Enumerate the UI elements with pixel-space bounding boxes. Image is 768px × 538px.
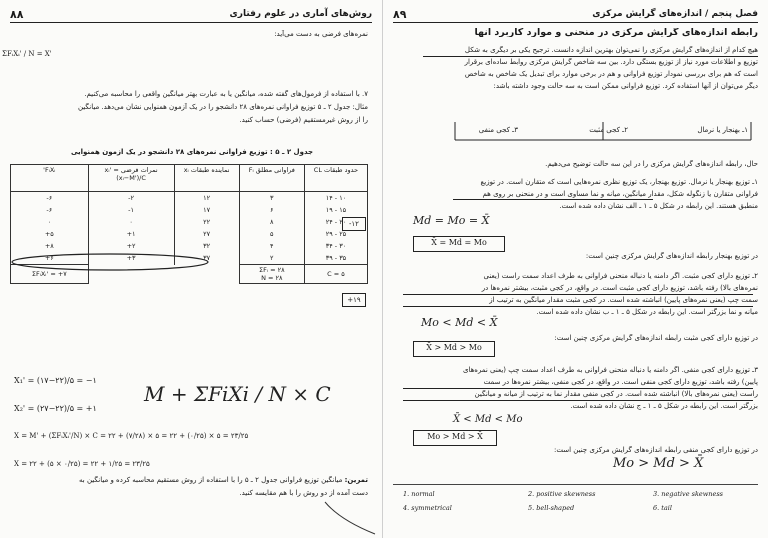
footnote-3: 3. negative skewness <box>653 490 724 498</box>
page-corner-mark <box>320 500 380 538</box>
table-caption: جدول ۲ ـ ۵ : توزیع فراوانی نمره‌های ۲۸ دانشجو در یک آزمون همنوایی <box>70 148 314 156</box>
cell-f: ۴ <box>239 240 304 252</box>
handwritten-negative-relation: X̄ < Md < Mo <box>453 414 523 425</box>
cell-fx: ۶+ <box>11 252 89 265</box>
para-2: مثال: جدول ۲ ـ ۵ توزیع فراوانی نمره‌های ۲۸ دانشجو را در یک آزمون همنوایی نشان می‌دهد. میانگین <box>77 103 368 111</box>
cell-f: ۵ <box>239 228 304 240</box>
footer-f-sum: ΣFᵢ = ۲۸ <box>259 266 285 274</box>
table-row <box>11 204 368 216</box>
underline-annotation <box>403 306 753 307</box>
handwritten-negative-relation-2: Mo > Md > X̄ <box>613 456 704 471</box>
handwritten-normal-relation: Md = Mo = X̄ <box>413 214 490 227</box>
footnote-divider <box>393 484 758 485</box>
p8: در توزیع دارای کجی منفی رابطه اندازه‌های گرایش مرکزی چنین است: <box>553 446 758 454</box>
p6: در توزیع دارای کجی مثبت رابطه اندازه‌های گرایش مرکزی چنین است: <box>554 334 758 342</box>
options-bracket-annotation <box>453 118 753 144</box>
p2: حال، رابطه اندازه‌های گرایش مرکزی را در این سه حالت توضیح می‌دهیم. <box>545 160 758 168</box>
cell-fx: ۸+ <box>11 240 89 252</box>
cell-xprime: ۳+ <box>88 252 174 265</box>
handwritten-formula: M + ΣFiXi / N × C <box>144 382 331 406</box>
cell-x: ۳۲ <box>174 240 239 252</box>
table-row <box>11 228 368 240</box>
p3-line-1: ۱ـ توزیع بهنجار یا نرمال. توزیع بهنجار، یک توزیع نظری نمره‌هایی است که متقارن است. در توزیع <box>480 178 758 186</box>
underline-annotation <box>403 294 753 295</box>
p7-line-3: راست (یعنی نمره‌های بالا) انباشته شده است. در کجی منفی مقدار نما به ترتیب از میانه و میانگین <box>474 390 758 398</box>
option-normal: ۱ـ بهنجار یا نرمال <box>697 126 748 134</box>
footnote-4: 4. symmetrical <box>403 504 452 512</box>
footnote-2: 2. positive skewness <box>528 490 596 498</box>
underline-annotation <box>453 199 653 200</box>
option-positive-skew: ۲ـ کجی مثبت <box>589 126 628 134</box>
p1-line-2: توزیع و اطلاعات مورد نیاز از توزیع بستگی دارد. بین سه شاخص گرایش مرکزی روابط ساده‌ای برقرار <box>464 58 758 66</box>
formula-top: ΣFᵢXᵢ' / N = X̄' <box>2 50 52 58</box>
header-fx: FᵢXᵢ' <box>11 165 89 192</box>
p5-line-2: نمره‌های بالا) رفته باشد، توزیع دارای کجی مثبت است. در واقع، در کجی مثبت، بیشتر نمره‌ها در <box>481 284 758 292</box>
cell-cl: ۳۵ - ۳۹ <box>304 252 367 265</box>
p7-line-4: بزرگتر است. این رابطه در شکل ۵ ـ ۱ ـ ج نشان داده شده است. <box>570 402 758 410</box>
margin-neg-box: -۱۲ <box>342 217 366 231</box>
para-3: را از روش غیرمستقیم (فرضی) حساب کنید. <box>239 116 368 124</box>
calc-3: X̄ = M' + (ΣFᵢXᵢ'/N) × C = ۲۲ + (۷/۲۸) × ۵ = ۲۲ + (۰/۲۵) × ۵ = ۲۳/۲۵ <box>14 432 249 440</box>
table-row <box>11 240 368 252</box>
header-f: فراوانی مطلق Fᵢ <box>239 165 304 192</box>
calc-4: X̄ = ۲۲ + (۵ × ۰/۲۵) = ۲۲ + ۱/۲۵ = ۲۳/۲۵ <box>14 460 150 468</box>
table-row <box>11 192 368 205</box>
right-page <box>383 0 768 538</box>
positive-relation-box: X̄ > Md > Mo <box>413 341 495 357</box>
cell-fx: ۶- <box>11 204 89 216</box>
cell-fx: ۰ <box>11 216 89 228</box>
footnote-5: 5. bell-shaped <box>528 504 575 512</box>
intro-text: نمره‌های فرضی به دست می‌آید: <box>274 30 368 38</box>
cell-f: ۶ <box>239 204 304 216</box>
cell-cl: ۳۰ - ۳۴ <box>304 240 367 252</box>
margin-pos-box: +۱۹ <box>342 293 366 307</box>
calc-2: X₂' = (۲۷−۲۲)/۵ = +۱ <box>14 404 97 413</box>
footer-cl: C = ۵ <box>304 265 367 284</box>
cell-xprime: ۱+ <box>88 228 174 240</box>
cell-fx: ۵+ <box>11 228 89 240</box>
negative-relation-box: Mo > Md > X̄ <box>413 430 497 446</box>
footer-sum: ΣFᵢXᵢ' = +۷ <box>11 265 89 284</box>
cell-f: ۸ <box>239 216 304 228</box>
left-page-number: ۸۸ <box>10 7 24 21</box>
footer-n: N = ۲۸ <box>261 274 283 282</box>
p3-line-2: فراوانی متقارن یا زنگوله شکل، مقدار میانگین، میانه و نما مساوی است و در منحنی بر روی هم <box>482 190 758 198</box>
underline-annotation <box>423 56 758 57</box>
calc-1: X₁' = (۱۷−۲۲)/۵ = −۱ <box>14 376 97 385</box>
cell-xprime: ۲+ <box>88 240 174 252</box>
table-row <box>11 216 368 228</box>
exercise-line-2: دست آمده از دو روش را با هم مقایسه کنید. <box>239 489 368 497</box>
cell-xprime: ۰ <box>88 216 174 228</box>
p4: در توزیع بهنجار رابطه اندازه‌های گرایش مرکزی چنین است: <box>585 252 758 260</box>
header-cl: حدود طبقات CL <box>304 165 367 192</box>
header-x: نماینده طبقات xᵢ <box>174 165 239 192</box>
footnote-1: 1. normal <box>403 490 435 498</box>
cell-cl: ۱۵ - ۱۹ <box>304 204 367 216</box>
p7-line-2: پایین) رفته باشد، توزیع دارای کجی منفی است. در واقع، در کجی منفی، بیشتر نمره‌ها در سمت <box>483 378 758 386</box>
cell-cl: ۲۵ - ۲۹ <box>304 228 367 240</box>
p5-line-4: میانه و نما بزرگتر است. این رابطه در شکل ۵ ـ ۱ ـ ب نشان داده شده است. <box>536 308 758 316</box>
p1-line-1: هیچ کدام از اندازه‌های گرایش مرکزی را نمی‌توان بهترین اندازه دانست. ترجیح یکی بر دیگری به شکل <box>464 46 758 54</box>
cell-x: ۱۲ <box>174 192 239 205</box>
p1-line-4: دیگر می‌توان از آنها استفاده کرد. توزیع فراوانی ممکن است به سه حالت وجود داشته باشد: <box>493 82 758 90</box>
cell-xprime: ۱- <box>88 204 174 216</box>
left-page <box>0 0 383 538</box>
cell-cl: ۱۰ - ۱۴ <box>304 192 367 205</box>
para-1: ۷. با استفاده از فرمول‌های گفته شده، میانگین یا به عبارت بهتر میانگین واقعی را محاسبه می‌کنیم. <box>84 90 368 98</box>
p7-line-1: ۳ـ توزیع دارای کجی منفی. اگر دامنه یا دنباله منحنی فراوانی به طرف اعداد سمت چپ (یعنی نمره‌های <box>462 366 758 374</box>
p1-line-3: است که هم برای بررسی نمودار توزیع فراوانی و هم در برخی موارد برای تبدیل یک شاخص به شاخص <box>464 70 758 78</box>
header-xprime: نمرات فرضی xᵢ' = (xᵢ−M')/C <box>88 165 174 192</box>
right-page-header <box>393 6 758 23</box>
exercise-line-1 <box>16 476 368 485</box>
section-title: رابطه اندازه‌های گرایش مرکزی در منحنی و موارد کاربرد آنها <box>474 28 758 37</box>
footnote-6: 6. tail <box>653 504 672 512</box>
cell-fx: ۶- <box>11 192 89 205</box>
right-page-number: ۸۹ <box>393 7 407 21</box>
p5-line-1: ۲ـ توزیع دارای کجی مثبت. اگر دامنه یا دنباله منحنی فراوانی به طرف اعداد سمت راست (یعنی <box>483 272 758 280</box>
cell-x: ۲۲ <box>174 216 239 228</box>
cell-x: ۳۷ <box>174 252 239 265</box>
cell-xprime: ۲- <box>88 192 174 205</box>
cell-f: ۲ <box>239 252 304 265</box>
option-negative-skew: ۳ـ کجی منفی <box>478 126 518 134</box>
left-page-header <box>10 6 372 23</box>
right-page-header-title: فصل پنجم / اندازه‌های گرایش مرکزی <box>592 9 758 19</box>
left-page-header-title: روش‌های آماری در علوم رفتاری <box>229 9 372 19</box>
handwritten-positive-relation: Mo < Md < X̄ <box>421 316 498 329</box>
exercise-label: تمرین: <box>344 476 368 484</box>
underline-annotation <box>403 388 753 389</box>
underline-annotation <box>403 400 753 401</box>
exercise-text-1: میانگین توزیع فراوانی جدول ۲ ـ ۵ را با استفاده از روش مستقیم محاسبه کرده و میانگین به <box>79 476 343 484</box>
cell-f: ۳ <box>239 192 304 205</box>
circled-row-annotation <box>10 252 210 272</box>
table-header-row <box>11 165 368 192</box>
cell-x: ۲۷ <box>174 228 239 240</box>
cell-cl: ۲۰ - ۲۴ <box>304 216 367 228</box>
footer-f <box>239 265 304 284</box>
p3-line-3: منطبق هستند. این رابطه در شکل ۵ ـ ۱ ـ الف نشان داده شده است. <box>559 202 758 210</box>
cell-x: ۱۷ <box>174 204 239 216</box>
p5-line-3: سمت چپ (یعنی نمره‌های پایین) انباشته شده است. در کجی مثبت مقدار میانگین به ترتیب از <box>489 296 758 304</box>
normal-relation-box: X̄ = Md = Mo <box>413 236 505 252</box>
